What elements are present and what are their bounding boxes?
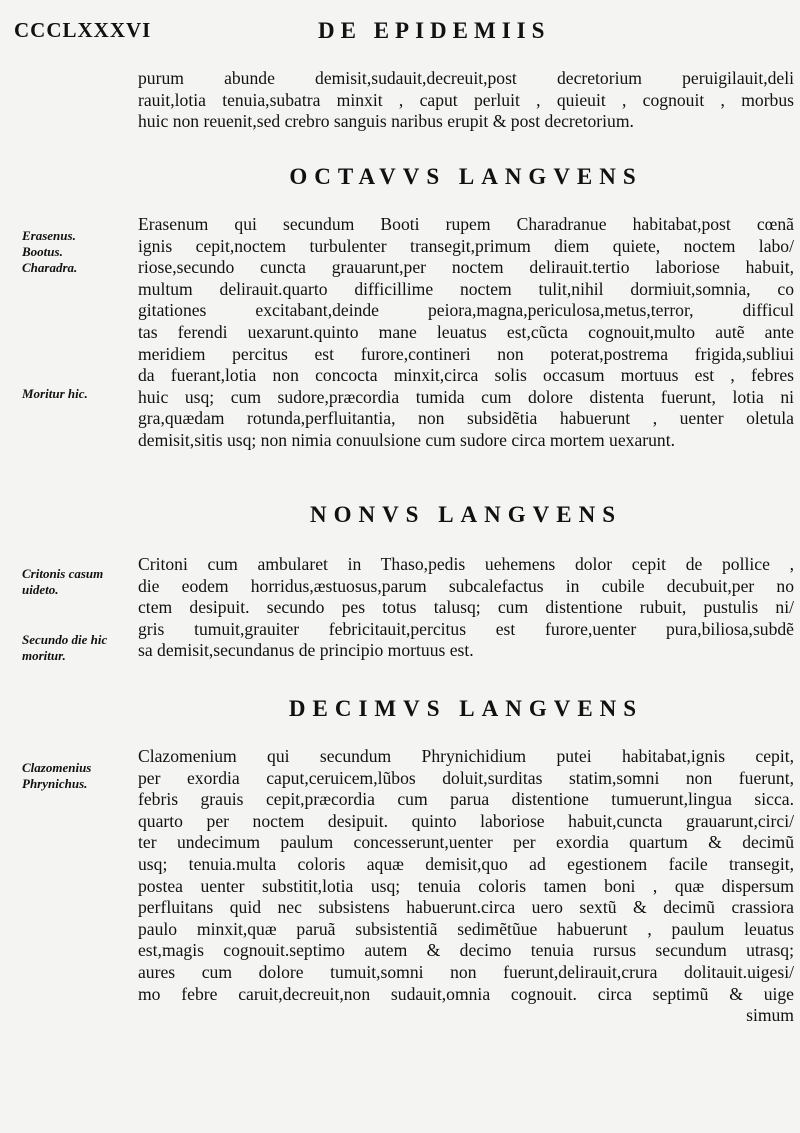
text-line: febris grauis cepit,præcordia cum parua distentione tumuerunt,lingua sicca. (138, 789, 794, 810)
text-line: gitationes excitabant,deinde peiora,magna,periculosa,metus,terror, difficul (138, 300, 794, 321)
intro-paragraph (138, 68, 794, 133)
text-line: mo febre caruit,decreuit,non sudauit,omnia cognouit. circa septimũ & uige (138, 983, 794, 1004)
text-line: ignis cepit,noctem turbulenter transegit,primum diem quiete, noctem labo/ (138, 235, 794, 256)
text-line: riose,secundo cuncta grauarunt,per noctem delirauit.tertio laboriose habuit, (138, 257, 794, 278)
text-line: simum (746, 1005, 794, 1026)
text-line: Critoni cum ambularet in Thaso,pedis uehemens dolor cepit de pollice , (138, 554, 794, 574)
section-heading-octavus: OCTAVVS LANGVENS (289, 164, 643, 189)
section-body-nonus (138, 554, 794, 662)
text-line: Clazomenium qui secundum Phrynichidium putei habitabat,ignis cepit, (138, 746, 794, 766)
text-line: die eodem horridus,æstuosus,parum subcalefactus in cubile decubuit,per no (138, 575, 794, 596)
section-heading-nonus: NONVS LANGVENS (309, 502, 623, 527)
margin-note-erasenus (22, 228, 127, 276)
section-heading-decimus: DECIMVS LANGVENS (288, 696, 644, 721)
margin-note-line: Clazomenius (22, 760, 92, 775)
margin-note-line: Bootus. (22, 244, 63, 259)
text-line: da fuerant,lotia non concocta minxit,circa solis occasum mortuus est , febres (138, 365, 794, 386)
text-line: ctem desipuit. secundo pes totus talusq; cum distentione rubuit, pustulis ni/ (138, 597, 794, 618)
text-line: est,magis cognouit.septimo autem & decimo tenuia rursus secundum utrasq; (138, 940, 794, 961)
text-line: quarto per noctem desipuit. quinto laboriose habuit,cuncta grauarunt,circi/ (138, 810, 794, 831)
text-line: perfluitans quid nec subsistens habuerunt.circa uero sextũ & decimũ crassiora (138, 897, 794, 918)
text-line: aures cum dolore tumuit,somni non fuerunt,delirauit,crura dolitauit.uigesi/ (138, 961, 794, 982)
margin-note-line: moritur. (22, 648, 66, 663)
margin-note-line: Phrynichus. (22, 776, 88, 791)
text-line: multum delirauit.quarto difficillime noctem tulit,nihil dormiuit,somnia, co (138, 278, 794, 299)
margin-note-moritur (22, 386, 127, 402)
text-line: paulo minxit,quæ paruã subsistentiã sedimẽtũue habuerunt , paulum leuatus (138, 918, 794, 939)
section-body-decimus (138, 746, 794, 1027)
text-line: gra,quædam rotunda,perfluitantia, non subsidẽtia habuerunt , uenter oletula (138, 408, 794, 429)
text-line: demisit,sitis usq; non nimia conuulsione cum sudore circa mortem uexarunt. (138, 429, 675, 450)
text-line: postea uenter substitit,lotia usq; tenuia coloris tamen boni , quæ dispersum (138, 875, 794, 896)
text-line: usq; tenuia.multa coloris aquæ demisit,quo ad egestionem facile transegit, (138, 853, 794, 874)
text-line: per exordia caput,ceruicem,lũbos doluit,surditas statim,somni non fuerunt, (138, 767, 794, 788)
text-line: gris tumuit,grauiter febricitauit,percitus est furore,uenter pura,biliosa,subdẽ (138, 618, 794, 639)
margin-note-line: Charadra. (22, 260, 78, 275)
text-line: huic usq; cum sudore,præcordia tumida cum dolore distenta fuerunt, lotia ni (138, 386, 794, 407)
margin-note-line: uideto. (22, 582, 59, 597)
text-line: purum abunde demisit,sudauit,decreuit,post decretorium peruigilauit,deli (138, 68, 794, 88)
margin-note-secundo (22, 632, 127, 664)
text-line: huic non reuenit,sed crebro sanguis naribus erupit & post decretorium. (138, 111, 634, 132)
text-line: sa demisit,secundanus de principio mortuus est. (138, 640, 474, 661)
margin-note-line: Erasenus. (22, 228, 76, 243)
text-line: rauit,lotia tenuia,subatra minxit , caput perluit , quieuit , cognouit , morbus (138, 89, 794, 110)
margin-note-critonis (22, 566, 127, 598)
text-line: Erasenum qui secundum Booti rupem Charadranue habitabat,post cœnã (138, 214, 794, 234)
margin-note-line: Moritur hic. (22, 386, 88, 401)
section-body-octavus (138, 214, 794, 452)
folio-number: CCCLXXXVI (14, 18, 152, 42)
text-line: ter undecimum paulum concesserunt,uenter per exordia quartum & decimũ (138, 832, 794, 853)
margin-note-clazomenius (22, 760, 127, 792)
margin-note-line: Secundo die hic (22, 632, 108, 647)
text-line: meridiem percitus est furore,contineri non poterat,postrema frigida,subliui (138, 343, 794, 364)
running-title: DE EPIDEMIIS (318, 18, 551, 43)
text-line: tas ferendi uexarunt.quinto mane leuatus est,cũcta cognouit,multo autẽ ante (138, 321, 794, 342)
margin-note-line: Critonis casum (22, 566, 104, 581)
